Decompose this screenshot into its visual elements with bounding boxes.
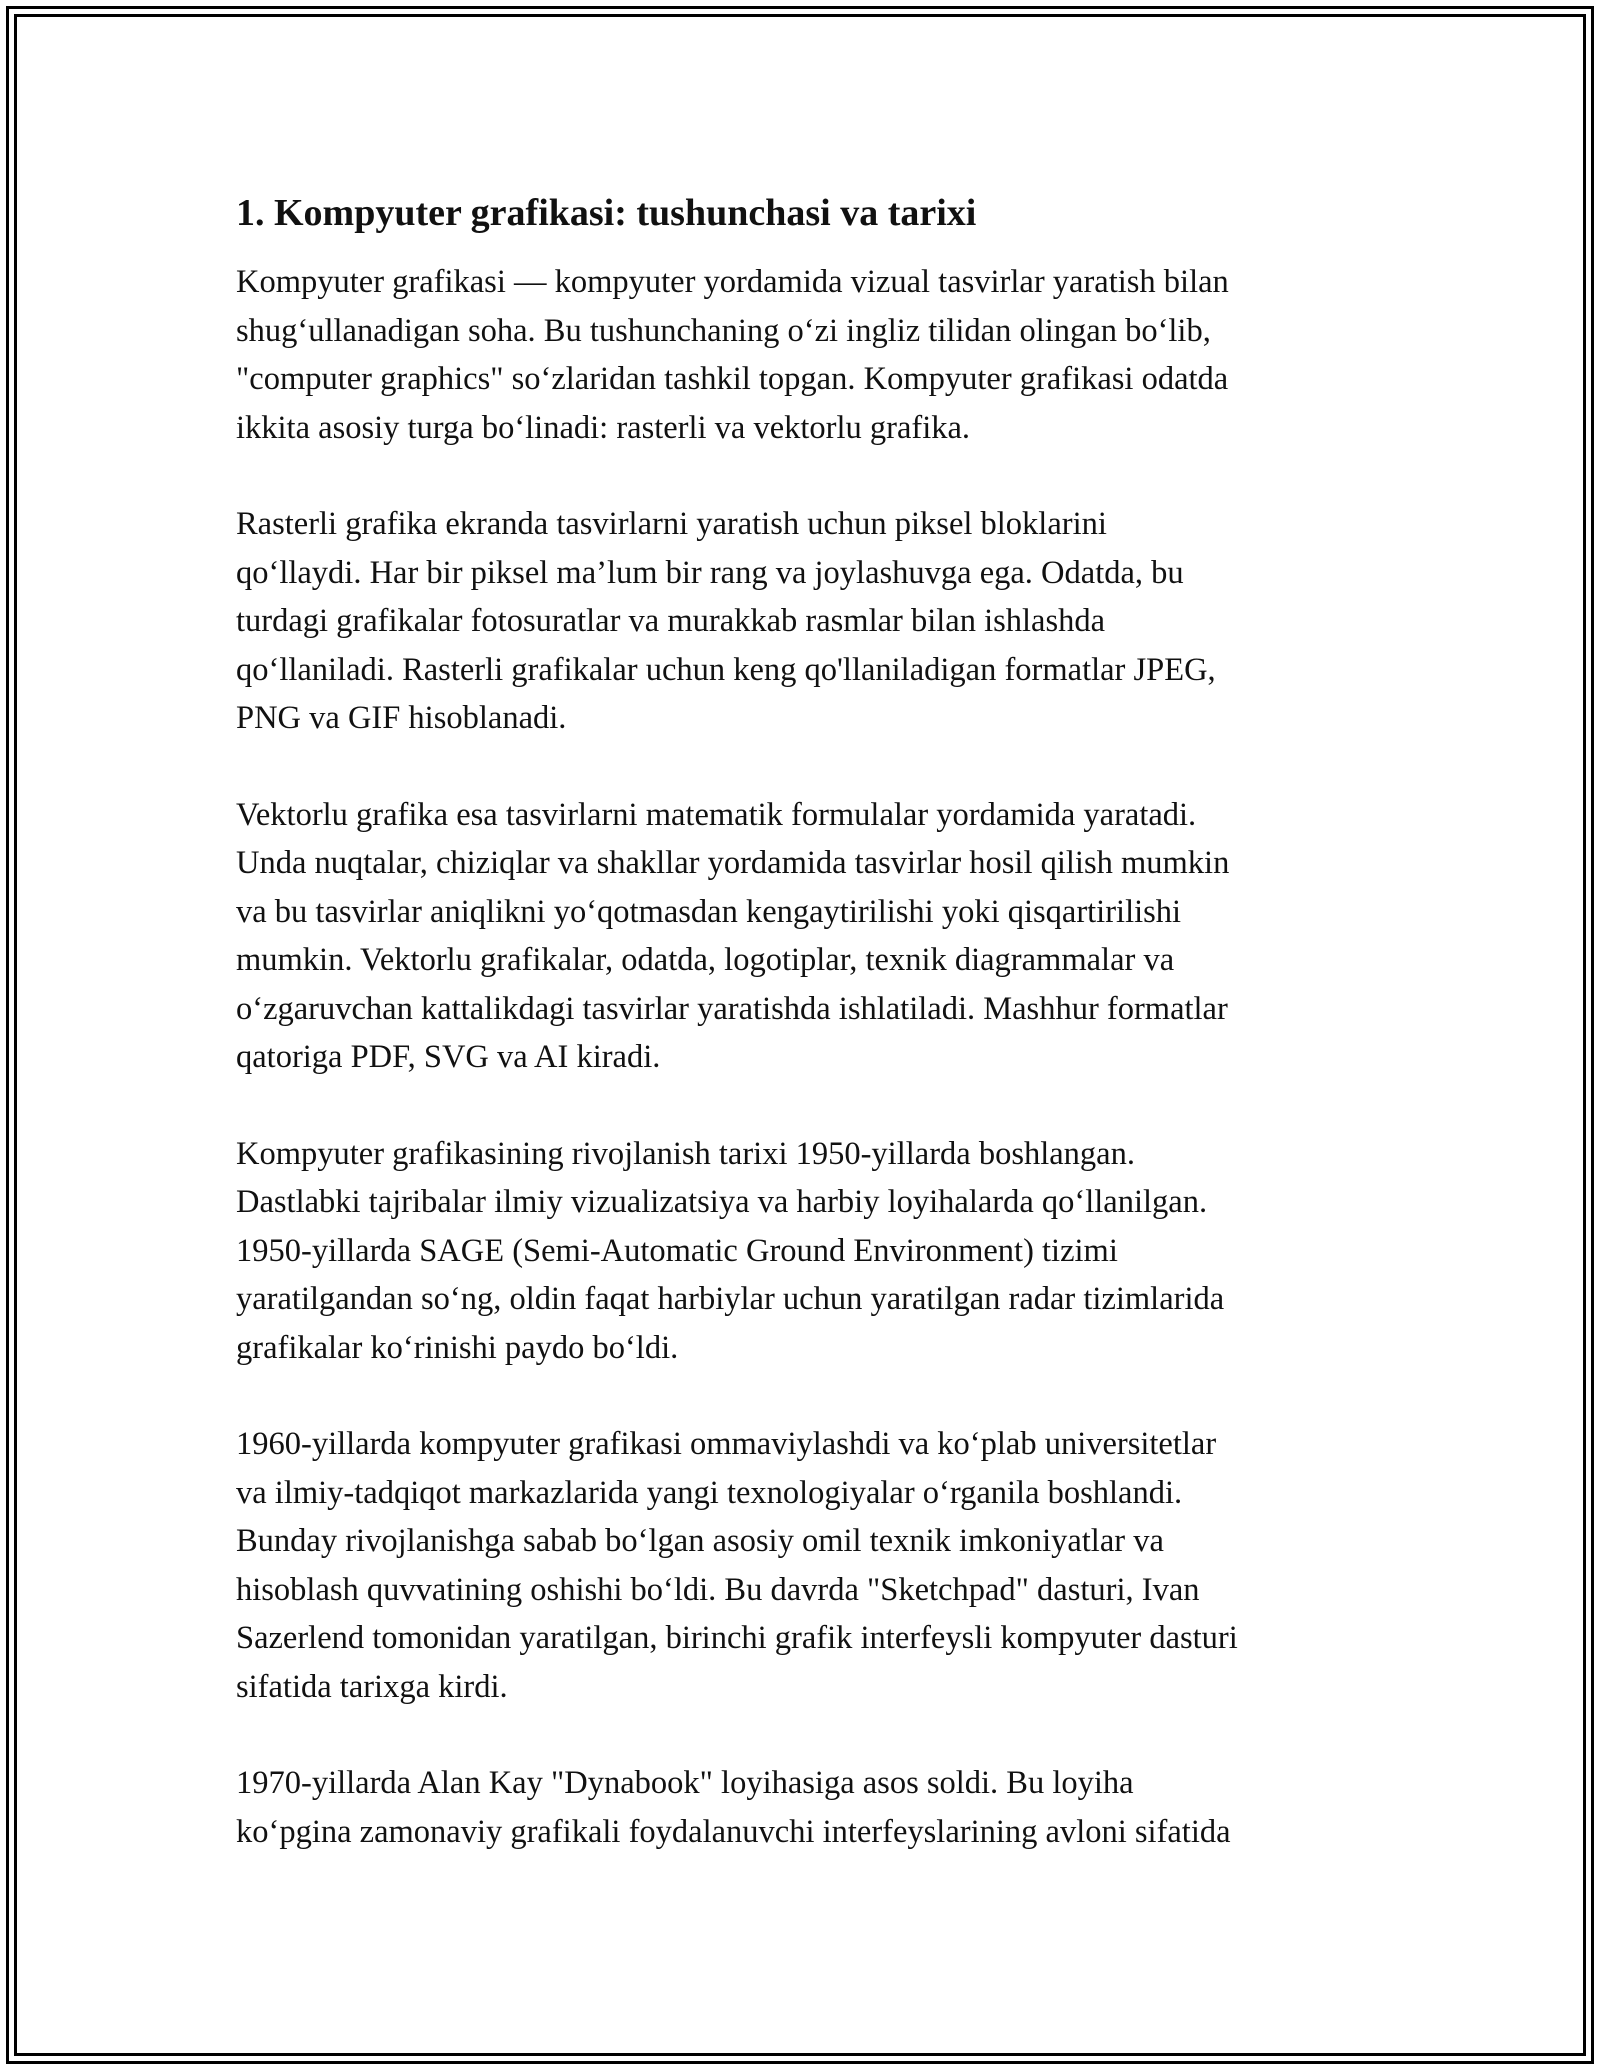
page-title: 1. Kompyuter grafikasi: tushunchasi va tarixi <box>236 192 977 234</box>
text-line: Rasterli grafika ekranda tasvirlarni yaratish uchun piksel bloklarini <box>236 506 1107 542</box>
text-line: Vektorlu grafika esa tasvirlarni matematik formulalar yordamida yaratadi. <box>236 796 1197 833</box>
text-line: Dastlabki tajribalar ilmiy vizualizatsiya va harbiy loyihalarda qo‘llanilgan. <box>236 1184 1208 1220</box>
text-line: "computer graphics" so‘zlaridan tashkil topgan. Kompyuter grafikasi odatda <box>236 361 1229 397</box>
text-line: qatoriga PDF, SVG va AI kiradi. <box>236 1039 661 1075</box>
text-line: grafikalar ko‘rinishi paydo bo‘ldi. <box>236 1329 679 1366</box>
paragraph-history-1960s <box>236 1420 1376 1711</box>
text-line: Kompyuter grafikasining rivojlanish tarixi 1950-yillarda boshlangan. <box>236 1135 1135 1172</box>
paragraph-definition <box>236 258 1376 452</box>
text-line: shug‘ullanadigan soha. Bu tushunchaning o‘zi ingliz tilidan olingan bo‘lib, <box>236 312 1211 349</box>
paragraph-history-1950s <box>236 1130 1376 1373</box>
paragraph-raster <box>236 500 1376 743</box>
text-line: va bu tasvirlar aniqlikni yo‘qotmasdan kengaytirilishi yoki qisqartirilishi <box>236 893 1182 930</box>
paragraph-history-1970s <box>236 1759 1376 1856</box>
text-line: mumkin. Vektorlu grafikalar, odatda, logotiplar, texnik diagrammalar va <box>236 942 1175 978</box>
text-line: Bunday rivojlanishga sabab bo‘lgan asosiy omil texnik imkoniyatlar va <box>236 1523 1164 1559</box>
text-line: Kompyuter grafikasi — kompyuter yordamida vizual tasvirlar yaratish bilan <box>236 264 1229 300</box>
text-line: ikkita asosiy turga bo‘linadi: rasterli va vektorlu grafika. <box>236 409 971 446</box>
text-line: 1960-yillarda kompyuter grafikasi ommaviylashdi va ko‘plab universitetlar <box>236 1426 1217 1462</box>
text-line: qo‘llaniladi. Rasterli grafikalar uchun keng qo'llaniladigan formatlar JPEG, <box>236 651 1216 688</box>
paragraph-vector <box>236 791 1376 1082</box>
text-line: Unda nuqtalar, chiziqlar va shakllar yordamida tasvirlar hosil qilish mumkin <box>236 845 1230 881</box>
text-line: Sazerlend tomonidan yaratilgan, birinchi grafik interfeysli kompyuter dasturi <box>236 1620 1238 1656</box>
document-body <box>236 188 1376 1904</box>
text-line: yaratilgandan so‘ng, oldin faqat harbiylar uchun yaratilgan radar tizimlarida <box>236 1281 1225 1317</box>
text-line: turdagi grafikalar fotosuratlar va murakkab rasmlar bilan ishlashda <box>236 603 1106 639</box>
text-line: sifatida tarixga kirdi. <box>236 1668 508 1705</box>
text-line: va ilmiy-tadqiqot markazlarida yangi texnologiyalar o‘rganila boshlandi. <box>236 1474 1183 1511</box>
text-line: o‘zgaruvchan kattalikdagi tasvirlar yaratishda ishlatiladi. Mashhur formatlar <box>236 990 1228 1027</box>
text-line: qo‘llaydi. Har bir piksel ma’lum bir rang va joylashuvga ega. Odatda, bu <box>236 554 1184 591</box>
text-line: 1970-yillarda Alan Kay "Dynabook" loyihasiga asos soldi. Bu loyiha <box>236 1765 1134 1801</box>
text-line: 1950-yillarda SAGE (Semi-Automatic Ground Environment) tizimi <box>236 1232 1118 1269</box>
text-line: hisoblash quvvatining oshishi bo‘ldi. Bu davrda "Sketchpad" dasturi, Ivan <box>236 1571 1200 1608</box>
text-line: PNG va GIF hisoblanadi. <box>236 700 567 736</box>
text-line: ko‘pgina zamonaviy grafikali foydalanuvchi interfeyslarining avloni sifatida <box>236 1813 1231 1850</box>
